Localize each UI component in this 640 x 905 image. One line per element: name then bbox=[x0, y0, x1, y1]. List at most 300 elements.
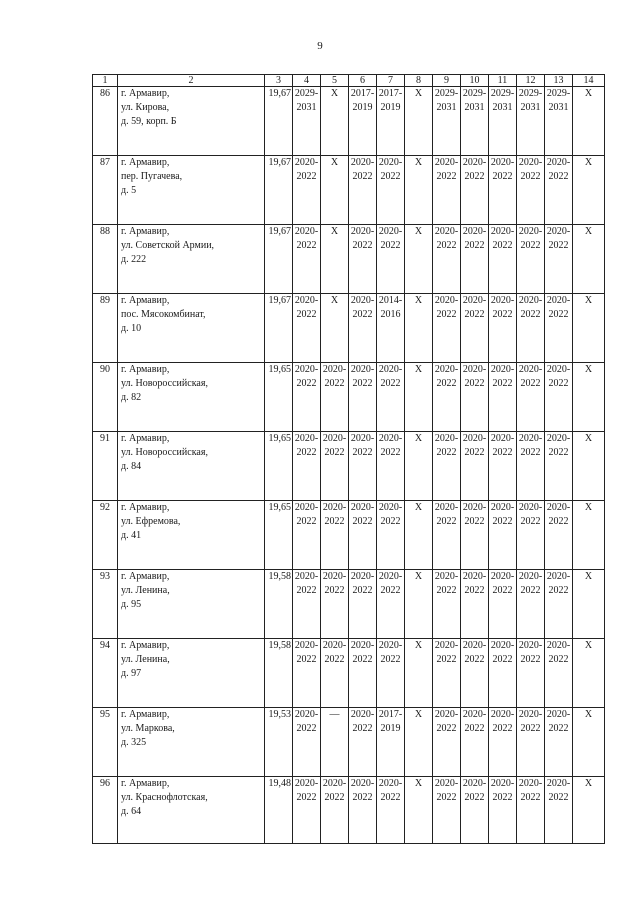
period-text: 2020- 2022 bbox=[490, 502, 515, 527]
period-cell bbox=[349, 225, 377, 294]
period-cell bbox=[489, 777, 517, 844]
period-text: 2020- 2022 bbox=[434, 295, 459, 320]
period-text: 2020- 2022 bbox=[294, 571, 319, 596]
address-line: д. 10 bbox=[121, 323, 142, 334]
period-cell bbox=[461, 87, 489, 156]
period-cell bbox=[489, 363, 517, 432]
period-cell bbox=[517, 570, 545, 639]
period-text: 2020- 2022 bbox=[322, 502, 347, 527]
period-text: 2020- 2022 bbox=[434, 433, 459, 458]
row-number: 90 bbox=[93, 363, 118, 432]
mark-cell: Х bbox=[573, 225, 605, 294]
mark-cell: Х bbox=[405, 156, 433, 225]
address-line: пер. Пугачева, bbox=[121, 171, 183, 182]
period-text: 2020- 2022 bbox=[490, 640, 515, 665]
mark-cell: Х bbox=[405, 708, 433, 777]
table-row bbox=[93, 225, 605, 294]
period-text: 2017- 2019 bbox=[378, 709, 403, 734]
row-number: 88 bbox=[93, 225, 118, 294]
period-text: 2017- 2019 bbox=[378, 88, 403, 113]
period-cell bbox=[433, 570, 461, 639]
period-text: 2020- 2022 bbox=[546, 364, 571, 389]
period-text: 2020- 2022 bbox=[490, 226, 515, 251]
address-line: г. Армавир, bbox=[121, 226, 170, 237]
address-line: пос. Мясокомбинат, bbox=[121, 309, 206, 320]
period-cell bbox=[489, 639, 517, 708]
period-cell bbox=[377, 87, 405, 156]
period-text: 2020- 2022 bbox=[546, 571, 571, 596]
mark-cell: Х bbox=[573, 156, 605, 225]
value-cell: 19,53 bbox=[265, 708, 293, 777]
period-text: 2020- 2022 bbox=[518, 157, 543, 182]
period-cell bbox=[545, 501, 573, 570]
period-cell bbox=[433, 156, 461, 225]
period-cell bbox=[517, 501, 545, 570]
address-cell bbox=[118, 294, 265, 363]
row-number: 94 bbox=[93, 639, 118, 708]
mark-cell: — bbox=[321, 708, 349, 777]
mark-cell: Х bbox=[573, 432, 605, 501]
mark-cell: Х bbox=[405, 501, 433, 570]
period-text: 2020- 2022 bbox=[322, 571, 347, 596]
row-number: 91 bbox=[93, 432, 118, 501]
period-cell bbox=[349, 708, 377, 777]
period-text: 2020- 2022 bbox=[434, 571, 459, 596]
address-cell bbox=[118, 501, 265, 570]
period-text: 2020- 2022 bbox=[294, 226, 319, 251]
period-cell bbox=[461, 294, 489, 363]
mark-cell: Х bbox=[321, 294, 349, 363]
period-cell bbox=[433, 708, 461, 777]
address-line: д. 325 bbox=[121, 737, 147, 748]
period-cell bbox=[489, 708, 517, 777]
period-text: 2020- 2022 bbox=[462, 709, 487, 734]
period-cell bbox=[517, 639, 545, 708]
address-line: д. 84 bbox=[121, 461, 142, 472]
address-line: г. Армавир, bbox=[121, 88, 170, 99]
column-header: 8 bbox=[405, 75, 433, 87]
period-cell bbox=[377, 639, 405, 708]
period-text: 2020- 2022 bbox=[350, 709, 375, 734]
period-text: 2020- 2022 bbox=[294, 502, 319, 527]
row-number: 86 bbox=[93, 87, 118, 156]
period-cell bbox=[489, 87, 517, 156]
mark-cell: Х bbox=[321, 225, 349, 294]
address-cell bbox=[118, 777, 265, 844]
header-row bbox=[93, 75, 605, 87]
period-cell bbox=[321, 432, 349, 501]
period-cell bbox=[461, 708, 489, 777]
mark-cell: Х bbox=[405, 294, 433, 363]
row-number: 89 bbox=[93, 294, 118, 363]
address-line: ул. Ленина, bbox=[121, 654, 170, 665]
period-text: 2020- 2022 bbox=[350, 364, 375, 389]
period-text: 2020- 2022 bbox=[518, 364, 543, 389]
period-text: 2020- 2022 bbox=[378, 502, 403, 527]
period-text: 2020- 2022 bbox=[378, 157, 403, 182]
table-row bbox=[93, 777, 605, 844]
period-text: 2020- 2022 bbox=[322, 640, 347, 665]
period-cell bbox=[349, 570, 377, 639]
address-line: г. Армавир, bbox=[121, 778, 170, 789]
address-line: г. Армавир, bbox=[121, 157, 170, 168]
address-line: г. Армавир, bbox=[121, 364, 170, 375]
column-header: 14 bbox=[573, 75, 605, 87]
period-cell bbox=[293, 363, 321, 432]
mark-cell: Х bbox=[573, 777, 605, 844]
mark-cell: Х bbox=[405, 87, 433, 156]
value-cell: 19,67 bbox=[265, 156, 293, 225]
address-line: д. 222 bbox=[121, 254, 147, 265]
value-cell: 19,67 bbox=[265, 294, 293, 363]
address-line: ул. Краснофлотская, bbox=[121, 792, 208, 803]
period-text: 2020- 2022 bbox=[518, 433, 543, 458]
address-cell bbox=[118, 363, 265, 432]
address-cell bbox=[118, 639, 265, 708]
period-text: 2020- 2022 bbox=[378, 571, 403, 596]
mark-cell: Х bbox=[405, 639, 433, 708]
table-row bbox=[93, 156, 605, 225]
period-cell bbox=[349, 501, 377, 570]
table-row bbox=[93, 87, 605, 156]
period-cell bbox=[293, 432, 321, 501]
period-text: 2020- 2022 bbox=[518, 709, 543, 734]
period-text: 2020- 2022 bbox=[434, 778, 459, 803]
address-line: д. 41 bbox=[121, 530, 142, 541]
period-text: 2020- 2022 bbox=[378, 226, 403, 251]
mark-cell: Х bbox=[573, 570, 605, 639]
mark-cell: Х bbox=[405, 363, 433, 432]
period-cell bbox=[433, 363, 461, 432]
mark-cell: Х bbox=[573, 708, 605, 777]
period-cell bbox=[433, 777, 461, 844]
period-text: 2029- 2031 bbox=[518, 88, 543, 113]
address-line: г. Армавир, bbox=[121, 640, 170, 651]
period-text: 2029- 2031 bbox=[490, 88, 515, 113]
period-text: 2020- 2022 bbox=[490, 778, 515, 803]
period-cell bbox=[433, 639, 461, 708]
column-header: 2 bbox=[118, 75, 265, 87]
period-cell bbox=[545, 708, 573, 777]
period-text: 2020- 2022 bbox=[378, 778, 403, 803]
address-line: ул. Ефремова, bbox=[121, 516, 181, 527]
period-text: 2020- 2022 bbox=[546, 502, 571, 527]
period-cell bbox=[489, 294, 517, 363]
period-cell bbox=[349, 156, 377, 225]
address-cell bbox=[118, 708, 265, 777]
period-cell bbox=[377, 156, 405, 225]
period-cell bbox=[377, 708, 405, 777]
table-row bbox=[93, 363, 605, 432]
period-cell bbox=[349, 294, 377, 363]
period-cell bbox=[293, 156, 321, 225]
period-cell bbox=[545, 363, 573, 432]
column-header: 11 bbox=[489, 75, 517, 87]
period-cell bbox=[545, 294, 573, 363]
address-line: ул. Новороссийская, bbox=[121, 378, 208, 389]
column-header: 4 bbox=[293, 75, 321, 87]
period-text: 2020- 2022 bbox=[434, 502, 459, 527]
period-text: 2020- 2022 bbox=[294, 295, 319, 320]
address-line: г. Армавир, bbox=[121, 295, 170, 306]
value-cell: 19,65 bbox=[265, 501, 293, 570]
period-cell bbox=[321, 639, 349, 708]
period-cell bbox=[433, 225, 461, 294]
address-line: д. 59, корп. Б bbox=[121, 116, 177, 127]
mark-cell: Х bbox=[405, 570, 433, 639]
period-text: 2020- 2022 bbox=[350, 157, 375, 182]
period-text: 2020- 2022 bbox=[322, 364, 347, 389]
period-text: 2020- 2022 bbox=[294, 157, 319, 182]
period-cell bbox=[321, 501, 349, 570]
period-text: 2020- 2022 bbox=[434, 226, 459, 251]
period-cell bbox=[293, 570, 321, 639]
column-header: 3 bbox=[265, 75, 293, 87]
period-text: 2020- 2022 bbox=[518, 778, 543, 803]
period-cell bbox=[293, 225, 321, 294]
address-cell bbox=[118, 432, 265, 501]
period-text: 2020- 2022 bbox=[350, 640, 375, 665]
data-table bbox=[92, 74, 605, 844]
period-cell bbox=[545, 225, 573, 294]
period-cell bbox=[293, 87, 321, 156]
period-cell bbox=[461, 639, 489, 708]
period-text: 2020- 2022 bbox=[490, 295, 515, 320]
mark-cell: Х bbox=[573, 639, 605, 708]
period-text: 2020- 2022 bbox=[350, 226, 375, 251]
period-text: 2020- 2022 bbox=[518, 295, 543, 320]
period-text: 2020- 2022 bbox=[434, 640, 459, 665]
period-text: 2020- 2022 bbox=[434, 709, 459, 734]
address-cell bbox=[118, 570, 265, 639]
period-cell bbox=[489, 225, 517, 294]
period-text: 2020- 2022 bbox=[350, 778, 375, 803]
period-text: 2020- 2022 bbox=[518, 571, 543, 596]
period-cell bbox=[433, 294, 461, 363]
period-cell bbox=[461, 501, 489, 570]
period-text: 2029- 2031 bbox=[294, 88, 319, 113]
mark-cell: Х bbox=[405, 225, 433, 294]
period-cell bbox=[433, 432, 461, 501]
row-number: 96 bbox=[93, 777, 118, 844]
period-text: 2020- 2022 bbox=[490, 157, 515, 182]
period-cell bbox=[377, 570, 405, 639]
period-cell bbox=[517, 363, 545, 432]
period-text: 2029- 2031 bbox=[462, 88, 487, 113]
period-cell bbox=[545, 87, 573, 156]
address-line: д. 97 bbox=[121, 668, 142, 679]
address-line: ул. Ленина, bbox=[121, 585, 170, 596]
period-text: 2020- 2022 bbox=[462, 157, 487, 182]
value-cell: 19,65 bbox=[265, 363, 293, 432]
address-line: г. Армавир, bbox=[121, 709, 170, 720]
address-line: д. 82 bbox=[121, 392, 142, 403]
period-cell bbox=[517, 294, 545, 363]
column-header: 1 bbox=[93, 75, 118, 87]
period-text: 2020- 2022 bbox=[378, 640, 403, 665]
period-cell bbox=[433, 87, 461, 156]
period-text: 2020- 2022 bbox=[462, 778, 487, 803]
value-cell: 19,58 bbox=[265, 639, 293, 708]
mark-cell: Х bbox=[321, 156, 349, 225]
period-cell bbox=[545, 639, 573, 708]
period-text: 2014- 2016 bbox=[378, 295, 403, 320]
address-line: д. 95 bbox=[121, 599, 142, 610]
period-text: 2020- 2022 bbox=[490, 709, 515, 734]
page-number: 9 bbox=[317, 40, 323, 52]
table-row bbox=[93, 294, 605, 363]
period-text: 2020- 2022 bbox=[462, 433, 487, 458]
mark-cell: Х bbox=[573, 363, 605, 432]
period-text: 2020- 2022 bbox=[350, 502, 375, 527]
period-text: 2029- 2031 bbox=[434, 88, 459, 113]
mark-cell: Х bbox=[573, 294, 605, 363]
column-header: 9 bbox=[433, 75, 461, 87]
period-cell bbox=[349, 777, 377, 844]
period-text: 2020- 2022 bbox=[294, 364, 319, 389]
value-cell: 19,67 bbox=[265, 225, 293, 294]
period-text: 2020- 2022 bbox=[294, 778, 319, 803]
period-cell bbox=[517, 777, 545, 844]
period-text: 2020- 2022 bbox=[378, 433, 403, 458]
period-text: 2020- 2022 bbox=[350, 295, 375, 320]
period-cell bbox=[517, 225, 545, 294]
period-text: 2029- 2031 bbox=[546, 88, 571, 113]
period-text: 2020- 2022 bbox=[462, 364, 487, 389]
period-cell bbox=[461, 156, 489, 225]
address-line: ул. Новороссийская, bbox=[121, 447, 208, 458]
address-line: г. Армавир, bbox=[121, 433, 170, 444]
column-header: 7 bbox=[377, 75, 405, 87]
row-number: 92 bbox=[93, 501, 118, 570]
period-cell bbox=[321, 363, 349, 432]
period-cell bbox=[545, 432, 573, 501]
period-text: 2020- 2022 bbox=[518, 640, 543, 665]
period-text: 2020- 2022 bbox=[546, 778, 571, 803]
row-number: 93 bbox=[93, 570, 118, 639]
table-row bbox=[93, 639, 605, 708]
period-cell bbox=[293, 501, 321, 570]
period-cell bbox=[293, 777, 321, 844]
period-text: 2020- 2022 bbox=[546, 640, 571, 665]
mark-cell: Х bbox=[405, 777, 433, 844]
table-row bbox=[93, 501, 605, 570]
period-cell bbox=[461, 363, 489, 432]
period-text: 2020- 2022 bbox=[462, 640, 487, 665]
period-text: 2020- 2022 bbox=[546, 709, 571, 734]
row-number: 87 bbox=[93, 156, 118, 225]
period-cell bbox=[545, 570, 573, 639]
period-cell bbox=[545, 777, 573, 844]
table-body bbox=[93, 87, 605, 844]
row-number: 95 bbox=[93, 708, 118, 777]
period-cell bbox=[293, 708, 321, 777]
value-cell: 19,48 bbox=[265, 777, 293, 844]
period-cell bbox=[377, 294, 405, 363]
period-cell bbox=[433, 501, 461, 570]
address-line: д. 64 bbox=[121, 806, 142, 817]
table-row bbox=[93, 708, 605, 777]
period-cell bbox=[517, 87, 545, 156]
period-cell bbox=[377, 225, 405, 294]
value-cell: 19,58 bbox=[265, 570, 293, 639]
period-cell bbox=[377, 501, 405, 570]
mark-cell: Х bbox=[573, 87, 605, 156]
period-cell bbox=[461, 777, 489, 844]
period-text: 2020- 2022 bbox=[322, 433, 347, 458]
period-cell bbox=[545, 156, 573, 225]
period-cell bbox=[321, 777, 349, 844]
table-row bbox=[93, 432, 605, 501]
period-cell bbox=[349, 87, 377, 156]
period-cell bbox=[517, 156, 545, 225]
period-cell bbox=[517, 708, 545, 777]
mark-cell: Х bbox=[405, 432, 433, 501]
period-text: 2020- 2022 bbox=[322, 778, 347, 803]
mark-cell: Х bbox=[321, 87, 349, 156]
column-header: 5 bbox=[321, 75, 349, 87]
period-cell bbox=[349, 639, 377, 708]
period-text: 2020- 2022 bbox=[294, 709, 319, 734]
table-row bbox=[93, 570, 605, 639]
period-text: 2020- 2022 bbox=[546, 433, 571, 458]
address-line: г. Армавир, bbox=[121, 571, 170, 582]
period-text: 2020- 2022 bbox=[462, 571, 487, 596]
period-text: 2020- 2022 bbox=[434, 364, 459, 389]
period-text: 2020- 2022 bbox=[518, 226, 543, 251]
period-cell bbox=[489, 432, 517, 501]
address-cell bbox=[118, 156, 265, 225]
period-text: 2020- 2022 bbox=[462, 226, 487, 251]
value-cell: 19,65 bbox=[265, 432, 293, 501]
period-cell bbox=[349, 363, 377, 432]
period-text: 2020- 2022 bbox=[350, 571, 375, 596]
address-line: ул. Кирова, bbox=[121, 102, 170, 113]
period-cell bbox=[293, 639, 321, 708]
period-text: 2020- 2022 bbox=[462, 295, 487, 320]
period-cell bbox=[349, 432, 377, 501]
column-header: 10 bbox=[461, 75, 489, 87]
period-text: 2020- 2022 bbox=[350, 433, 375, 458]
period-cell bbox=[377, 363, 405, 432]
period-text: 2020- 2022 bbox=[490, 571, 515, 596]
period-text: 2020- 2022 bbox=[546, 226, 571, 251]
address-line: ул. Советской Армии, bbox=[121, 240, 215, 251]
column-header: 12 bbox=[517, 75, 545, 87]
period-cell bbox=[461, 570, 489, 639]
period-text: 2020- 2022 bbox=[378, 364, 403, 389]
address-line: г. Армавир, bbox=[121, 502, 170, 513]
period-cell bbox=[489, 156, 517, 225]
mark-cell: Х bbox=[573, 501, 605, 570]
period-cell bbox=[489, 570, 517, 639]
period-text: 2020- 2022 bbox=[462, 502, 487, 527]
period-text: 2020- 2022 bbox=[434, 157, 459, 182]
period-cell bbox=[377, 777, 405, 844]
period-cell bbox=[461, 225, 489, 294]
period-cell bbox=[489, 501, 517, 570]
period-text: 2017- 2019 bbox=[350, 88, 375, 113]
address-cell bbox=[118, 87, 265, 156]
period-text: 2020- 2022 bbox=[518, 502, 543, 527]
period-cell bbox=[461, 432, 489, 501]
period-text: 2020- 2022 bbox=[490, 433, 515, 458]
address-cell bbox=[118, 225, 265, 294]
column-header: 13 bbox=[545, 75, 573, 87]
period-cell bbox=[293, 294, 321, 363]
period-cell bbox=[321, 570, 349, 639]
period-text: 2020- 2022 bbox=[294, 433, 319, 458]
